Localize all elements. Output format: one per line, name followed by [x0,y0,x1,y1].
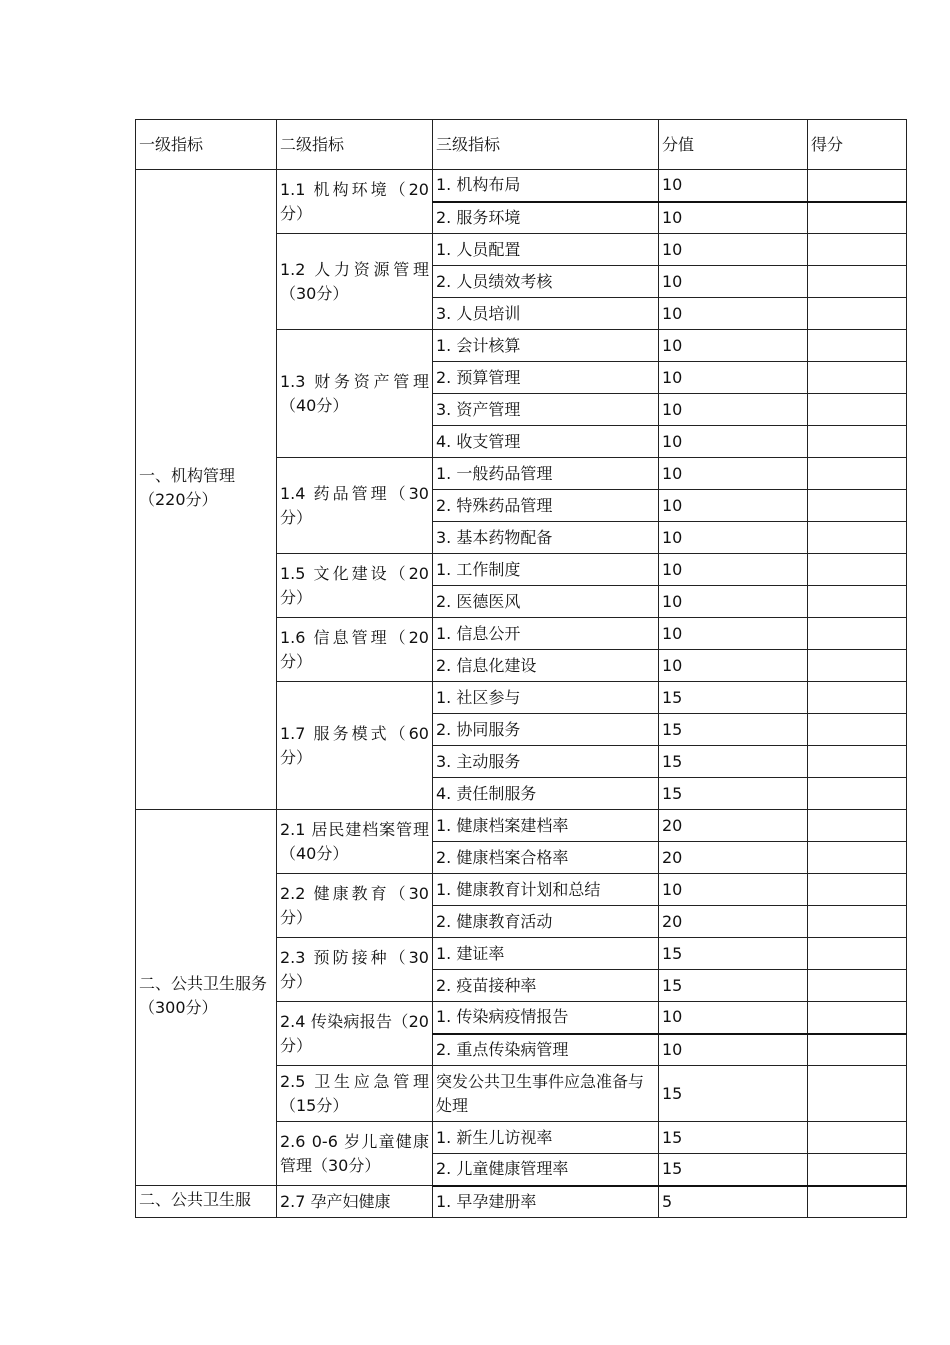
level3-indicator: 2. 重点传染病管理 [433,1034,659,1066]
score-obtained-cell[interactable] [808,746,907,778]
level3-indicator: 4. 责任制服务 [433,778,659,810]
score-obtained-cell[interactable] [808,938,907,970]
score-value: 15 [659,1122,808,1154]
level3-indicator: 1. 早孕建册率 [433,1186,659,1218]
score-value: 10 [659,586,808,618]
score-value: 20 [659,906,808,938]
level2-indicator: 1.4 药品管理（30分） [277,458,433,554]
score-value: 10 [659,1034,808,1066]
score-obtained-cell[interactable] [808,266,907,298]
score-obtained-cell[interactable] [808,170,907,202]
score-value: 10 [659,266,808,298]
level2-indicator: 1.6 信息管理（20分） [277,618,433,682]
level3-indicator: 3. 主动服务 [433,746,659,778]
score-value: 10 [659,522,808,554]
level2-indicator: 2.4 传染病报告（20分） [277,1002,433,1066]
score-value: 10 [659,874,808,906]
level3-indicator: 2. 儿童健康管理率 [433,1154,659,1186]
indicator-table [135,119,907,1218]
score-value: 20 [659,810,808,842]
score-obtained-cell[interactable] [808,970,907,1002]
score-value: 10 [659,394,808,426]
score-obtained-cell[interactable] [808,490,907,522]
level3-indicator: 2. 预算管理 [433,362,659,394]
score-obtained-cell[interactable] [808,1066,907,1122]
header-level2: 二级指标 [277,120,433,170]
score-value: 10 [659,298,808,330]
score-obtained-cell[interactable] [808,842,907,874]
level3-indicator: 2. 信息化建设 [433,650,659,682]
level3-indicator: 1. 健康档案建档率 [433,810,659,842]
level3-indicator: 2. 特殊药品管理 [433,490,659,522]
level2-indicator: 2.5 卫生应急管理（15分） [277,1066,433,1122]
level3-indicator: 4. 收支管理 [433,426,659,458]
level3-indicator: 2. 疫苗接种率 [433,970,659,1002]
table-row [136,1186,907,1218]
header-row [136,120,907,170]
score-obtained-cell[interactable] [808,778,907,810]
table-row [136,810,907,842]
score-value: 15 [659,1066,808,1122]
score-value: 10 [659,170,808,202]
level3-indicator: 1. 一般药品管理 [433,458,659,490]
score-obtained-cell[interactable] [808,874,907,906]
level3-indicator: 1. 工作制度 [433,554,659,586]
level2-indicator: 2.2 健康教育（30分） [277,874,433,938]
indicator-table-body [136,120,907,1218]
level3-indicator: 1. 会计核算 [433,330,659,362]
level3-indicator: 2. 协同服务 [433,714,659,746]
score-obtained-cell[interactable] [808,1034,907,1066]
score-obtained-cell[interactable] [808,522,907,554]
score-obtained-cell[interactable] [808,682,907,714]
score-value: 10 [659,554,808,586]
level3-indicator: 3. 人员培训 [433,298,659,330]
level2-indicator: 1.5 文化建设（20分） [277,554,433,618]
score-obtained-cell[interactable] [808,586,907,618]
level1-indicator: 一、机构管理 （220分） [136,170,277,810]
score-value: 10 [659,618,808,650]
table-row [136,170,907,202]
score-obtained-cell[interactable] [808,618,907,650]
evaluation-sheet [135,119,906,1218]
score-value: 10 [659,650,808,682]
level3-indicator: 1. 信息公开 [433,618,659,650]
score-obtained-cell[interactable] [808,298,907,330]
level3-indicator: 1. 传染病疫情报告 [433,1002,659,1034]
score-obtained-cell[interactable] [808,554,907,586]
score-obtained-cell[interactable] [808,234,907,266]
level3-indicator: 2. 医德医风 [433,586,659,618]
level2-indicator: 1.3 财务资产管理（40分） [277,330,433,458]
level2-indicator: 2.6 0-6 岁儿童健康管理（30分） [277,1122,433,1186]
score-value: 10 [659,362,808,394]
header-level3: 三级指标 [433,120,659,170]
score-value: 10 [659,458,808,490]
level2-indicator: 2.3 预防接种（30分） [277,938,433,1002]
header-score-obtained: 得分 [808,120,907,170]
score-value: 15 [659,746,808,778]
score-value: 10 [659,202,808,234]
level3-indicator: 2. 人员绩效考核 [433,266,659,298]
level3-indicator: 1. 健康教育计划和总结 [433,874,659,906]
header-score-value: 分值 [659,120,808,170]
score-obtained-cell[interactable] [808,202,907,234]
score-obtained-cell[interactable] [808,458,907,490]
score-obtained-cell[interactable] [808,650,907,682]
score-value: 10 [659,1002,808,1034]
score-value: 10 [659,426,808,458]
score-obtained-cell[interactable] [808,362,907,394]
level3-indicator: 2. 健康档案合格率 [433,842,659,874]
level3-indicator: 突发公共卫生事件应急准备与处理 [433,1066,659,1122]
score-obtained-cell[interactable] [808,426,907,458]
level3-indicator: 1. 建证率 [433,938,659,970]
score-obtained-cell[interactable] [808,810,907,842]
level3-indicator: 3. 基本药物配备 [433,522,659,554]
score-obtained-cell[interactable] [808,1186,907,1218]
level2-indicator: 1.2 人力资源管理（30分） [277,234,433,330]
level2-indicator: 2.7 孕产妇健康 [277,1186,433,1218]
score-obtained-cell[interactable] [808,1154,907,1186]
score-obtained-cell[interactable] [808,714,907,746]
score-value: 10 [659,234,808,266]
level3-indicator: 2. 服务环境 [433,202,659,234]
level3-indicator: 1. 新生儿访视率 [433,1122,659,1154]
level1-indicator: 二、公共卫生服务 （300分） [136,810,277,1186]
score-value: 15 [659,778,808,810]
score-value: 15 [659,938,808,970]
header-level1: 一级指标 [136,120,277,170]
level2-indicator: 1.1 机构环境（20分） [277,170,433,234]
level2-indicator: 1.7 服务模式（60分） [277,682,433,810]
level3-indicator: 2. 健康教育活动 [433,906,659,938]
score-obtained-cell[interactable] [808,906,907,938]
score-value: 15 [659,714,808,746]
score-obtained-cell[interactable] [808,1002,907,1034]
score-obtained-cell[interactable] [808,1122,907,1154]
score-value: 15 [659,970,808,1002]
score-value: 10 [659,490,808,522]
level2-indicator: 2.1 居民建档案管理（40分） [277,810,433,874]
level3-indicator: 1. 社区参与 [433,682,659,714]
level3-indicator: 1. 机构布局 [433,170,659,202]
score-value: 15 [659,1154,808,1186]
score-value: 10 [659,330,808,362]
level3-indicator: 3. 资产管理 [433,394,659,426]
score-value: 15 [659,682,808,714]
level3-indicator: 1. 人员配置 [433,234,659,266]
score-value: 5 [659,1186,808,1218]
score-obtained-cell[interactable] [808,394,907,426]
level1-indicator: 二、公共卫生服 [136,1186,277,1218]
score-obtained-cell[interactable] [808,330,907,362]
score-value: 20 [659,842,808,874]
